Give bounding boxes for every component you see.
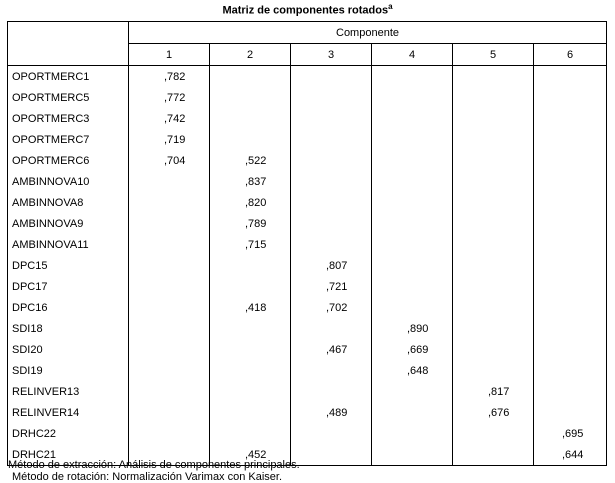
table-row bbox=[8, 297, 607, 318]
footnote-rotation: Método de rotación: Normalización Varimax con Kaiser. bbox=[12, 471, 283, 483]
row-label: SDI20 bbox=[8, 339, 129, 360]
cell-loading bbox=[210, 423, 291, 444]
cell-loading bbox=[210, 402, 291, 423]
cell-loading bbox=[291, 171, 372, 192]
loading-value bbox=[534, 71, 562, 83]
cell-loading bbox=[210, 150, 291, 171]
row-label: RELINVER14 bbox=[8, 402, 129, 423]
cell-loading bbox=[129, 423, 210, 444]
cell-loading bbox=[372, 276, 453, 297]
row-label: OPORTMERC7 bbox=[8, 129, 129, 150]
loading-value: ,648 bbox=[407, 364, 429, 377]
cell-loading bbox=[453, 318, 534, 339]
cell-loading bbox=[372, 423, 453, 444]
loading-value bbox=[534, 344, 562, 356]
cell-loading bbox=[534, 402, 607, 423]
cell-loading bbox=[129, 66, 210, 88]
cell-loading bbox=[291, 108, 372, 129]
cell-loading bbox=[453, 192, 534, 213]
loading-value: ,702 bbox=[326, 301, 348, 314]
cell-loading bbox=[534, 360, 607, 381]
loading-value: ,489 bbox=[326, 406, 348, 419]
loading-value: ,890 bbox=[407, 322, 429, 335]
loading-value: ,837 bbox=[245, 175, 267, 188]
table-row bbox=[8, 318, 607, 339]
cell-loading bbox=[210, 87, 291, 108]
title-superscript: a bbox=[388, 2, 393, 11]
cell-loading bbox=[129, 276, 210, 297]
cell-loading bbox=[453, 234, 534, 255]
cell-loading bbox=[372, 444, 453, 466]
cell-loading bbox=[291, 423, 372, 444]
table-row bbox=[8, 213, 607, 234]
loading-value bbox=[534, 218, 562, 230]
cell-loading bbox=[372, 213, 453, 234]
cell-loading bbox=[534, 66, 607, 88]
cell-loading bbox=[129, 108, 210, 129]
cell-loading bbox=[129, 297, 210, 318]
cell-loading bbox=[210, 213, 291, 234]
cell-loading bbox=[129, 87, 210, 108]
cell-loading bbox=[453, 66, 534, 88]
row-label: DPC16 bbox=[8, 297, 129, 318]
loading-value bbox=[534, 197, 562, 209]
cell-loading bbox=[372, 360, 453, 381]
cell-loading bbox=[453, 444, 534, 466]
loading-value bbox=[534, 155, 562, 167]
cell-loading bbox=[534, 234, 607, 255]
cell-loading bbox=[534, 108, 607, 129]
loading-value bbox=[534, 260, 562, 272]
loading-value: ,820 bbox=[245, 196, 267, 209]
cell-loading bbox=[453, 360, 534, 381]
cell-loading bbox=[372, 381, 453, 402]
cell-loading bbox=[291, 360, 372, 381]
row-label: OPORTMERC5 bbox=[8, 87, 129, 108]
table-row bbox=[8, 129, 607, 150]
cell-loading bbox=[291, 276, 372, 297]
cell-loading bbox=[534, 318, 607, 339]
cell-loading bbox=[534, 276, 607, 297]
cell-loading bbox=[453, 255, 534, 276]
cell-loading bbox=[129, 192, 210, 213]
column-header-2: 2 bbox=[210, 44, 291, 66]
cell-loading bbox=[453, 276, 534, 297]
table-row bbox=[8, 87, 607, 108]
loading-value: ,676 bbox=[488, 406, 510, 419]
row-label: OPORTMERC6 bbox=[8, 150, 129, 171]
cell-loading bbox=[372, 66, 453, 88]
row-label: OPORTMERC1 bbox=[8, 66, 129, 88]
loading-value bbox=[534, 386, 562, 398]
table-row bbox=[8, 192, 607, 213]
loading-value: ,418 bbox=[245, 301, 267, 314]
cell-loading bbox=[291, 402, 372, 423]
cell-loading bbox=[291, 192, 372, 213]
cell-loading bbox=[129, 213, 210, 234]
row-label: DPC15 bbox=[8, 255, 129, 276]
cell-loading bbox=[210, 255, 291, 276]
loading-value: ,452 bbox=[245, 448, 267, 461]
cell-loading bbox=[372, 108, 453, 129]
cell-loading bbox=[372, 171, 453, 192]
cell-loading bbox=[453, 87, 534, 108]
cell-loading bbox=[534, 171, 607, 192]
cell-loading bbox=[210, 339, 291, 360]
loading-value bbox=[534, 302, 562, 314]
loading-value bbox=[534, 113, 562, 125]
title-text: Matriz de componentes rotados bbox=[222, 4, 389, 17]
cell-loading bbox=[534, 339, 607, 360]
cell-loading bbox=[210, 297, 291, 318]
cell-loading bbox=[372, 402, 453, 423]
loading-value bbox=[534, 407, 562, 419]
column-header-3: 3 bbox=[291, 44, 372, 66]
row-label: SDI18 bbox=[8, 318, 129, 339]
table-row bbox=[8, 108, 607, 129]
cell-loading bbox=[210, 276, 291, 297]
cell-loading bbox=[291, 87, 372, 108]
row-label: AMBINNOVA9 bbox=[8, 213, 129, 234]
cell-loading bbox=[291, 297, 372, 318]
cell-loading bbox=[291, 213, 372, 234]
cell-loading bbox=[372, 150, 453, 171]
cell-loading bbox=[129, 129, 210, 150]
cell-loading bbox=[210, 192, 291, 213]
cell-loading bbox=[291, 444, 372, 466]
cell-loading bbox=[129, 234, 210, 255]
loading-value: ,807 bbox=[326, 259, 348, 272]
loading-value: ,644 bbox=[562, 448, 584, 461]
cell-loading bbox=[129, 171, 210, 192]
table-row bbox=[8, 150, 607, 171]
cell-loading bbox=[453, 129, 534, 150]
row-label: SDI19 bbox=[8, 360, 129, 381]
cell-loading bbox=[372, 297, 453, 318]
cell-loading bbox=[291, 381, 372, 402]
cell-loading bbox=[534, 444, 607, 466]
cell-loading bbox=[453, 171, 534, 192]
table-title bbox=[0, 2, 615, 17]
table-row bbox=[8, 255, 607, 276]
cell-loading bbox=[210, 129, 291, 150]
cell-loading bbox=[291, 339, 372, 360]
cell-loading bbox=[210, 171, 291, 192]
column-header-5: 5 bbox=[453, 44, 534, 66]
loading-value bbox=[534, 281, 562, 293]
cell-loading bbox=[210, 66, 291, 88]
table-row bbox=[8, 381, 607, 402]
component-header: Componente bbox=[129, 22, 607, 44]
loading-value: ,522 bbox=[245, 154, 267, 167]
column-header-1: 1 bbox=[129, 44, 210, 66]
cell-loading bbox=[129, 402, 210, 423]
cell-loading bbox=[210, 234, 291, 255]
cell-loading bbox=[453, 150, 534, 171]
cell-loading bbox=[129, 318, 210, 339]
loading-value: ,704 bbox=[164, 154, 186, 167]
cell-loading bbox=[453, 402, 534, 423]
cell-loading bbox=[291, 150, 372, 171]
row-label: DRHC22 bbox=[8, 423, 129, 444]
cell-loading bbox=[210, 360, 291, 381]
loading-value: ,772 bbox=[164, 91, 186, 104]
cell-loading bbox=[453, 213, 534, 234]
corner-cell bbox=[8, 22, 129, 66]
loading-value: ,721 bbox=[326, 280, 348, 293]
row-label: DPC17 bbox=[8, 276, 129, 297]
table-row bbox=[8, 66, 607, 88]
cell-loading bbox=[129, 360, 210, 381]
loading-value bbox=[534, 92, 562, 104]
table-row bbox=[8, 339, 607, 360]
cell-loading bbox=[129, 381, 210, 402]
cell-loading bbox=[210, 318, 291, 339]
loading-value: ,669 bbox=[407, 343, 429, 356]
row-label: AMBINNOVA8 bbox=[8, 192, 129, 213]
row-label: OPORTMERC3 bbox=[8, 108, 129, 129]
cell-loading bbox=[534, 129, 607, 150]
loading-value bbox=[534, 239, 562, 251]
cell-loading bbox=[453, 108, 534, 129]
loading-value: ,719 bbox=[164, 133, 186, 146]
loading-value bbox=[534, 176, 562, 188]
loading-value: ,742 bbox=[164, 112, 186, 125]
loading-value: ,782 bbox=[164, 70, 186, 83]
cell-loading bbox=[534, 297, 607, 318]
cell-loading bbox=[372, 192, 453, 213]
loading-value: ,695 bbox=[562, 427, 584, 440]
cell-loading bbox=[372, 318, 453, 339]
cell-loading bbox=[534, 423, 607, 444]
cell-loading bbox=[210, 108, 291, 129]
row-label: AMBINNOVA11 bbox=[8, 234, 129, 255]
cell-loading bbox=[372, 339, 453, 360]
row-label: DRHC21 bbox=[8, 444, 129, 466]
cell-loading bbox=[129, 255, 210, 276]
cell-loading bbox=[534, 381, 607, 402]
table-row bbox=[8, 402, 607, 423]
table-row bbox=[8, 234, 607, 255]
cell-loading bbox=[291, 255, 372, 276]
cell-loading bbox=[372, 129, 453, 150]
cell-loading bbox=[129, 150, 210, 171]
cell-loading bbox=[291, 318, 372, 339]
cell-loading bbox=[291, 129, 372, 150]
rotated-component-matrix-table[interactable] bbox=[7, 21, 607, 466]
loading-value: ,789 bbox=[245, 217, 267, 230]
cell-loading bbox=[210, 381, 291, 402]
cell-loading bbox=[453, 339, 534, 360]
cell-loading bbox=[129, 339, 210, 360]
cell-loading bbox=[372, 234, 453, 255]
cell-loading bbox=[453, 381, 534, 402]
footnote-extraction: Método de extracción: Análisis de componentes principales. bbox=[8, 459, 300, 471]
table-row bbox=[8, 276, 607, 297]
loading-value bbox=[534, 134, 562, 146]
cell-loading bbox=[534, 87, 607, 108]
loading-value: ,715 bbox=[245, 238, 267, 251]
cell-loading bbox=[534, 192, 607, 213]
cell-loading bbox=[534, 150, 607, 171]
loading-value: ,817 bbox=[488, 385, 510, 398]
cell-loading bbox=[291, 66, 372, 88]
loading-value bbox=[534, 323, 562, 335]
table-row bbox=[8, 423, 607, 444]
column-header-6: 6 bbox=[534, 44, 607, 66]
table-row bbox=[8, 171, 607, 192]
column-header-4: 4 bbox=[372, 44, 453, 66]
matrix-body bbox=[8, 22, 607, 466]
row-label: RELINVER13 bbox=[8, 381, 129, 402]
cell-loading bbox=[291, 234, 372, 255]
cell-loading bbox=[453, 423, 534, 444]
cell-loading bbox=[372, 255, 453, 276]
loading-value: ,467 bbox=[326, 343, 348, 356]
cell-loading bbox=[453, 297, 534, 318]
cell-loading bbox=[534, 213, 607, 234]
table-row bbox=[8, 360, 607, 381]
loading-value bbox=[534, 365, 562, 377]
cell-loading bbox=[372, 87, 453, 108]
row-label: AMBINNOVA10 bbox=[8, 171, 129, 192]
cell-loading bbox=[534, 255, 607, 276]
